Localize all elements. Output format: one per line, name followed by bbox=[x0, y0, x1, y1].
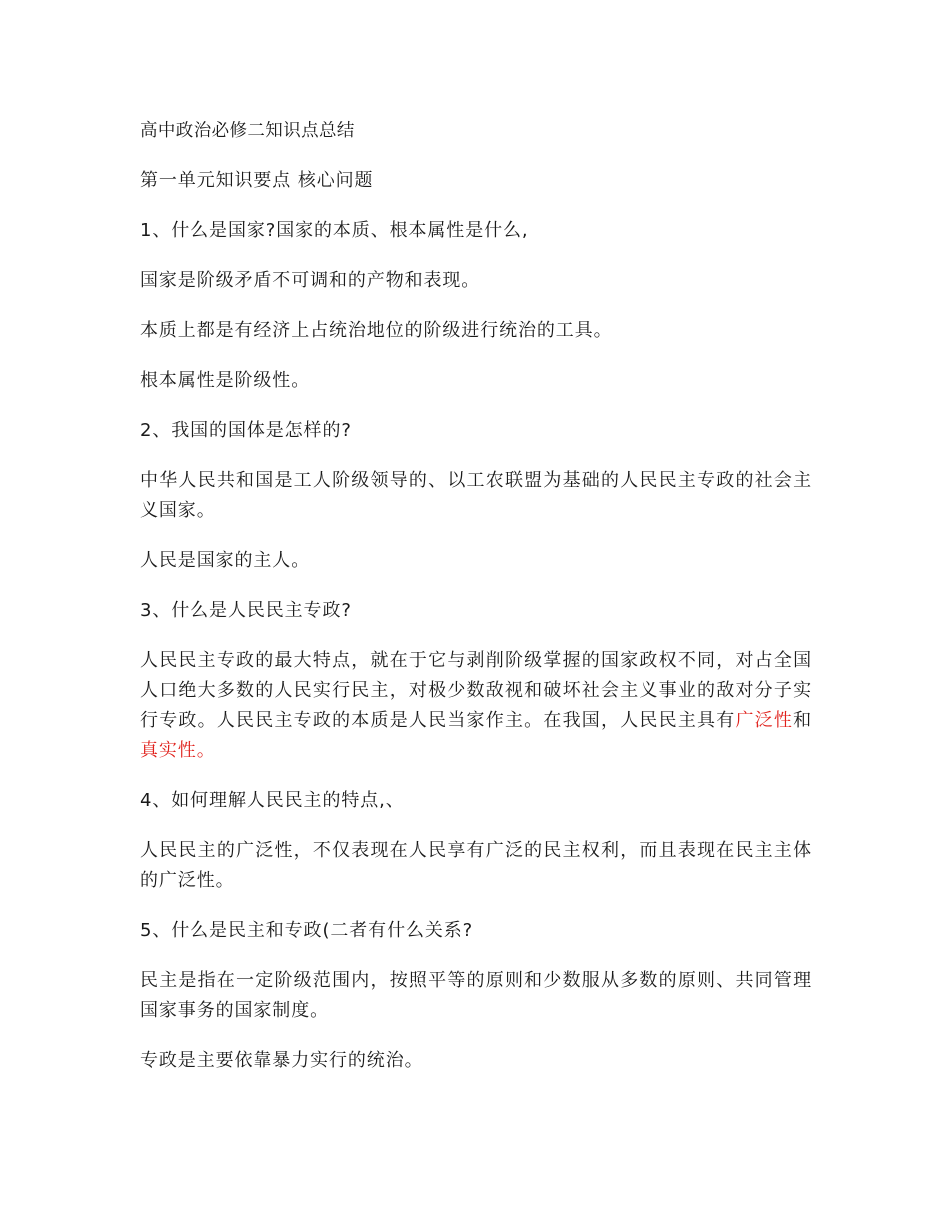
answer-1-line-2: 本质上都是有经济上占统治地位的阶级进行统治的工具。 bbox=[140, 320, 613, 341]
answer-1-line-1: 国家是阶级矛盾不可调和的产物和表现。 bbox=[140, 270, 481, 291]
answer-3-text: 人民民主专政的最大特点，就在于它与剥削阶级掌握的国家政权不同，对占全国人口绝大多数的人民实行民主，对极少数敌视和破坏社会主义事业的敌对分子实行专政。人民民主专政的本质是人民当家作主。在我国，人民民主具有 bbox=[140, 650, 812, 731]
document-title: 高中政治必修二知识点总结 bbox=[140, 121, 355, 141]
answer-4: 人民民主的广泛性，不仅表现在人民享有广泛的民主权利，而且表现在民主主体的广泛性。 bbox=[140, 840, 812, 891]
question-3: 3、什么是人民民主专政? bbox=[140, 600, 352, 621]
question-5: 5、什么是民主和专政(二者有什么关系? bbox=[140, 920, 474, 941]
highlight-authenticity: 真实性。 bbox=[140, 740, 216, 761]
answer-5-line-2: 专政是主要依靠暴力实行的统治。 bbox=[140, 1050, 424, 1071]
highlight-breadth: 广泛性 bbox=[735, 710, 794, 731]
answer-3 bbox=[140, 646, 812, 766]
answer-5-line-1: 民主是指在一定阶级范围内，按照平等的原则和少数服从多数的原则、共同管理国家事务的国家制度。 bbox=[140, 970, 812, 1021]
unit-heading: 第一单元知识要点 核心问题 bbox=[140, 170, 374, 191]
document-body bbox=[140, 116, 812, 1096]
answer-2-line-2: 人民是国家的主人。 bbox=[140, 550, 311, 571]
answer-2-line-1: 中华人民共和国是工人阶级领导的、以工农联盟为基础的人民民主专政的社会主义国家。 bbox=[140, 470, 812, 521]
question-1: 1、什么是国家?国家的本质、根本属性是什么, bbox=[140, 220, 529, 241]
answer-1-line-3: 根本属性是阶级性。 bbox=[140, 370, 311, 391]
question-2: 2、我国的国体是怎样的? bbox=[140, 420, 352, 441]
answer-3-conjunction: 和 bbox=[793, 710, 813, 731]
question-4: 4、如何理解人民民主的特点,、 bbox=[140, 790, 405, 811]
